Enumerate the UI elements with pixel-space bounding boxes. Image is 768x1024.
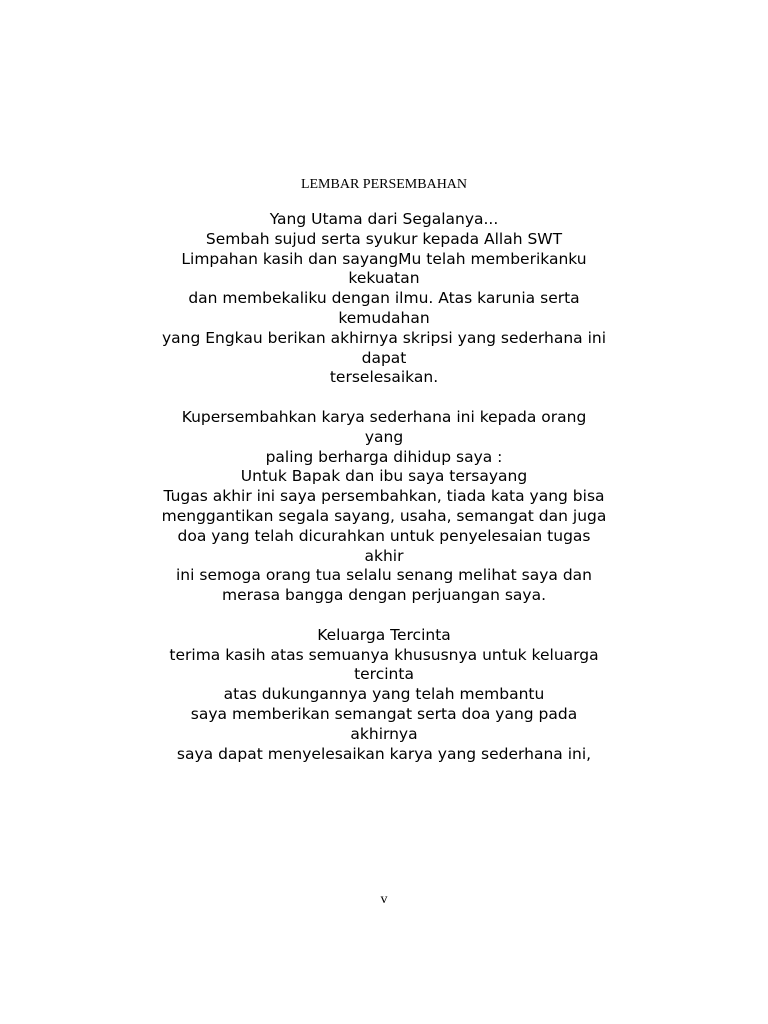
text-line: Kupersembahkan karya sederhana ini kepada orang — [181, 407, 587, 426]
blank-line — [84, 606, 684, 626]
page-heading: LEMBAR PERSEMBAHAN — [300, 177, 468, 192]
text-line: akhir — [364, 546, 404, 565]
text-line: terselesaikan. — [329, 368, 439, 387]
text-line: menggantikan segala sayang, usaha, semangat dan juga — [161, 506, 607, 525]
text-line: yang — [364, 427, 404, 446]
text-line: ini semoga orang tua selalu senang melihat saya dan — [176, 566, 592, 585]
text-line: Tugas akhir ini saya persembahkan, tiada kata yang bisa — [163, 487, 605, 506]
text-line: Limpahan kasih dan sayangMu telah memberikanku — [181, 249, 587, 268]
text-line: terima kasih atas semuanya khususnya untuk keluarga — [169, 645, 599, 664]
text-line: dan membekaliku dengan ilmu. Atas karunia serta — [188, 289, 580, 308]
text-line: tercinta — [354, 665, 414, 684]
text-line: paling berharga dihidup saya : — [265, 447, 503, 466]
page-number: v — [380, 892, 388, 907]
text-line: merasa bangga dengan perjuangan saya. — [221, 586, 547, 605]
text-line: Keluarga Tercinta — [317, 625, 451, 644]
text-line: yang Engkau berikan akhirnya skripsi yang sederhana ini — [161, 328, 607, 347]
text-line: Untuk Bapak dan ibu saya tersayang — [240, 467, 528, 486]
text-line: saya dapat menyelesaikan karya yang sederhana ini, — [176, 744, 592, 763]
text-line: akhirnya — [350, 724, 418, 743]
text-line: kemudahan — [338, 308, 430, 327]
blank-line — [84, 388, 684, 408]
text-line: saya memberikan semangat serta doa yang pada — [190, 704, 578, 723]
text-line: Sembah sujud serta syukur kepada Allah SWT — [205, 229, 563, 248]
dedication-body — [84, 210, 684, 764]
text-line: atas dukungannya yang telah membantu — [223, 685, 545, 704]
text-line: kekuatan — [348, 269, 420, 288]
text-line: dapat — [361, 348, 407, 367]
text-line: Yang Utama dari Segalanya... — [269, 210, 499, 228]
text-line: doa yang telah dicurahkan untuk penyelesaian tugas — [177, 526, 591, 545]
